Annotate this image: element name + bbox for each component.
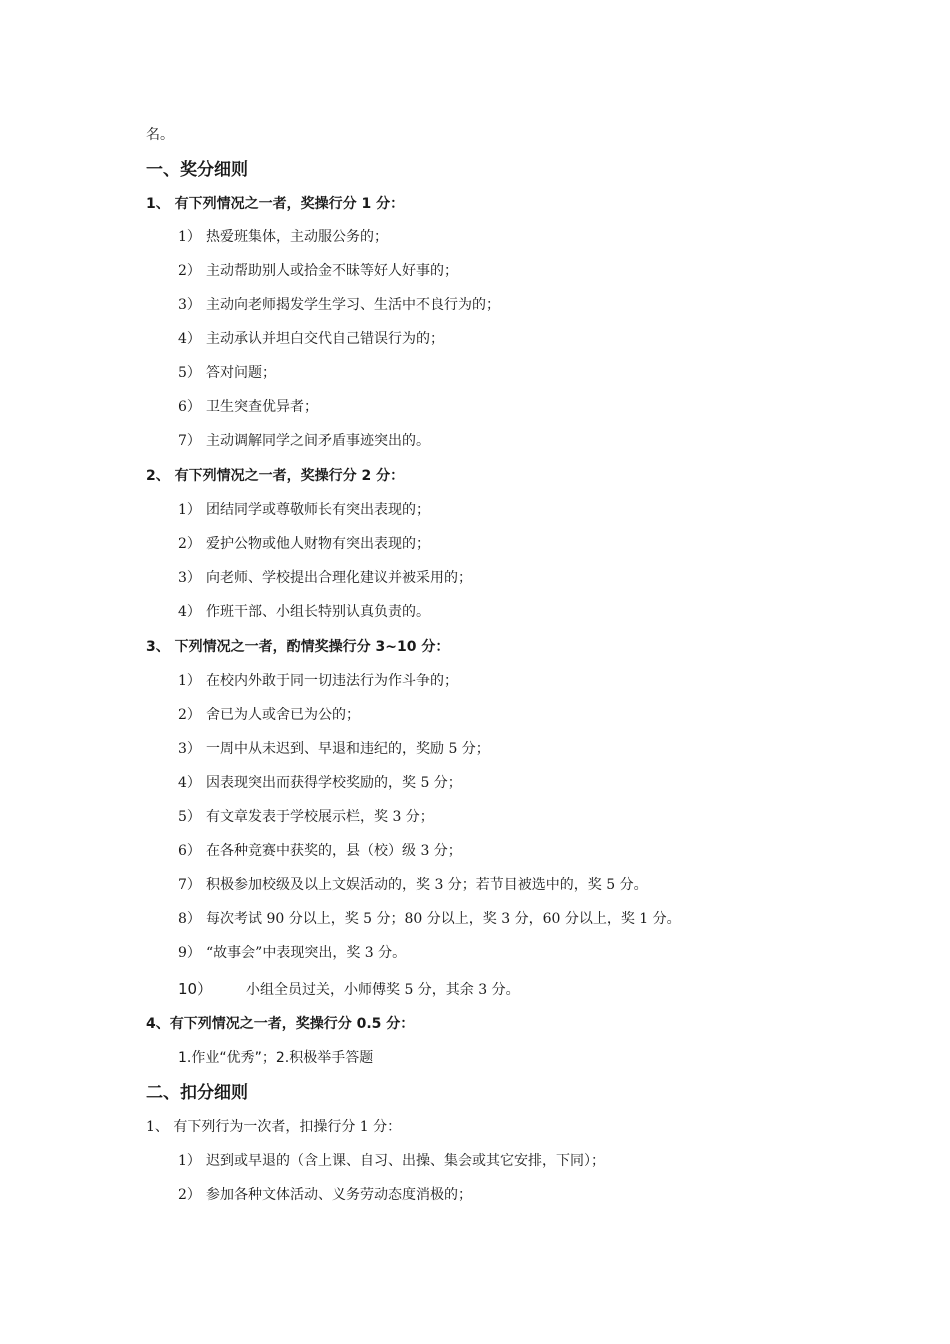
item-text: 主动承认并坦白交代自己错误行为的； bbox=[206, 331, 444, 347]
item-text: 小组全员过关，小师傅奖 5 分，其余 3 分。 bbox=[246, 982, 520, 998]
item-number: 1） bbox=[178, 229, 201, 245]
item-text: 作班干部、小组长特别认真负责的。 bbox=[206, 604, 430, 620]
item-number: 6） bbox=[178, 843, 201, 859]
item-text: 积极参加校级及以上文娱活动的，奖 3 分；若节目被选中的，奖 5 分。 bbox=[206, 877, 648, 893]
item-text: 主动帮助别人或拾金不昧等好人好事的； bbox=[206, 263, 458, 279]
item-number: 2） bbox=[178, 707, 201, 723]
item-text: 爱护公物或他人财物有突出表现的； bbox=[206, 536, 430, 552]
list-item bbox=[178, 741, 490, 758]
list-item bbox=[178, 877, 648, 894]
group-heading: 3、 下列情况之一者，酌情奖操行分 3~10 分： bbox=[146, 639, 450, 655]
list-item bbox=[178, 604, 430, 621]
item-number: 3） bbox=[178, 741, 201, 757]
item-number: 1） bbox=[178, 1153, 201, 1169]
item-number: 5） bbox=[178, 809, 201, 825]
list-item bbox=[178, 365, 276, 382]
item-number: 3） bbox=[178, 570, 201, 586]
item-text: 一周中从未迟到、早退和违纪的，奖励 5 分； bbox=[206, 741, 490, 757]
item-number: 6） bbox=[178, 399, 201, 415]
continued-text: 名。 bbox=[146, 127, 174, 143]
section-title-rewards: 一、奖分细则 bbox=[146, 160, 248, 180]
item-text: 主动向老师揭发学生学习、生活中不良行为的； bbox=[206, 297, 500, 313]
list-item bbox=[178, 433, 430, 450]
section-title-penalties: 二、扣分细则 bbox=[146, 1083, 248, 1103]
item-text: 热爱班集体，主动服公务的； bbox=[206, 229, 388, 245]
list-item bbox=[178, 297, 500, 314]
list-item bbox=[178, 536, 430, 553]
list-item bbox=[178, 945, 406, 962]
list-item bbox=[178, 911, 681, 928]
list-item bbox=[178, 980, 520, 999]
item-text: 团结同学或尊敬师长有突出表现的； bbox=[206, 502, 430, 518]
item-text: “故事会”中表现突出，奖 3 分。 bbox=[206, 945, 407, 961]
item-text: 在校内外敢于同一切违法行为作斗争的； bbox=[206, 673, 458, 689]
item-text: 在各种竞赛中获奖的，县（校）级 3 分； bbox=[206, 843, 462, 859]
item-text: 答对问题； bbox=[206, 365, 276, 381]
group-heading: 1、 有下列情况之一者，奖操行分 1 分： bbox=[146, 196, 405, 212]
list-item bbox=[178, 331, 444, 348]
item-number: 9） bbox=[178, 945, 201, 961]
item-number: 4） bbox=[178, 331, 201, 347]
item-text: 向老师、学校提出合理化建议并被采用的； bbox=[206, 570, 472, 586]
item-number: 1） bbox=[178, 502, 201, 518]
item-number: 2） bbox=[178, 1187, 201, 1203]
list-item bbox=[178, 570, 472, 587]
item-text: 因表现突出而获得学校奖励的，奖 5 分； bbox=[206, 775, 462, 791]
item-number: 8） bbox=[178, 911, 201, 927]
list-item bbox=[178, 673, 458, 690]
item-text: 每次考试 90 分以上，奖 5 分；80 分以上，奖 3 分，60 分以上，奖 1 分。 bbox=[206, 911, 681, 927]
item-text: 主动调解同学之间矛盾事迹突出的。 bbox=[206, 433, 430, 449]
item-number: 2） bbox=[178, 536, 201, 552]
item-text: 舍已为人或舍已为公的； bbox=[206, 707, 360, 723]
item-number: 1） bbox=[178, 673, 201, 689]
list-item bbox=[178, 843, 462, 860]
list-item bbox=[178, 263, 458, 280]
list-item bbox=[178, 399, 318, 416]
item-number: 2） bbox=[178, 263, 201, 279]
item-text: 有文章发表于学校展示栏，奖 3 分； bbox=[206, 809, 434, 825]
list-item bbox=[178, 809, 434, 826]
list-item bbox=[178, 1153, 605, 1170]
list-item bbox=[178, 775, 462, 792]
item-number: 10） bbox=[178, 980, 213, 998]
item-number: 7） bbox=[178, 433, 201, 449]
list-item bbox=[178, 502, 430, 519]
item-number: 4） bbox=[178, 604, 201, 620]
item-number: 5） bbox=[178, 365, 201, 381]
item-text: 参加各种文体活动、义务劳动态度消极的； bbox=[206, 1187, 472, 1203]
group-heading: 2、 有下列情况之一者，奖操行分 2 分： bbox=[146, 468, 405, 484]
item-number: 4） bbox=[178, 775, 201, 791]
item-number: 7） bbox=[178, 877, 201, 893]
list-item bbox=[178, 707, 360, 724]
item-number: 3） bbox=[178, 297, 201, 313]
group-heading: 1、 有下列行为一次者，扣操行分 1 分： bbox=[146, 1119, 402, 1135]
item-text: 迟到或早退的（含上课、自习、出操、集会或其它安排，下同）； bbox=[206, 1153, 605, 1169]
group-heading: 4、有下列情况之一者，奖操行分 0.5 分： bbox=[146, 1016, 415, 1032]
list-item bbox=[178, 1187, 472, 1204]
plain-text-line: 1.作业“优秀”；2.积极举手答题 bbox=[178, 1050, 374, 1066]
item-text: 卫生突查优异者； bbox=[206, 399, 318, 415]
list-item bbox=[178, 229, 388, 246]
